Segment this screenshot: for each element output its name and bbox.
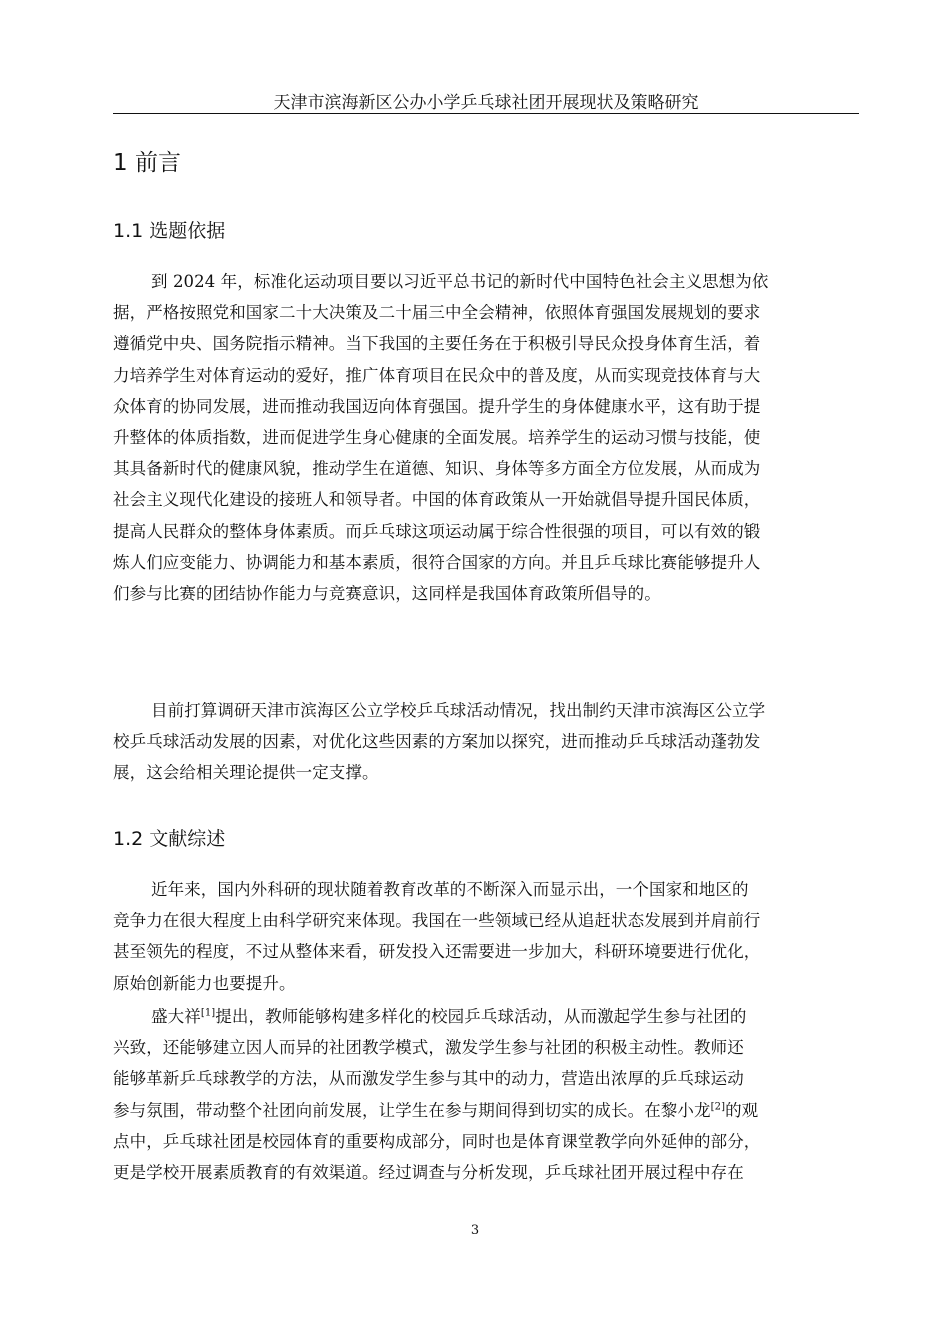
paragraph-line: 据，严格按照党和国家二十大决策及二十届三中全会精神，依照体育强国发展规划的要求 xyxy=(113,303,761,323)
paragraph-line: 社会主义现代化建设的接班人和领导者。中国的体育政策从一开始就倡导提升国民体质， xyxy=(113,490,761,510)
paragraph-line: 升整体的体质指数，进而促进学生身心健康的全面发展。培养学生的运动习惯与技能，使 xyxy=(113,427,761,447)
section-heading: 1 前言 xyxy=(113,150,181,176)
paragraph-line: 原始创新能力也要提升。 xyxy=(113,973,296,993)
paragraph-line: 竞争力在很大程度上由科学研究来体现。我国在一些领域已经从追赶状态发展到并肩前行 xyxy=(113,911,761,931)
paragraph-line: 众体育的协同发展，进而推动我国迈向体育强国。提升学生的身体健康水平，这有助于提 xyxy=(113,396,761,416)
paragraph-line xyxy=(113,1095,859,1126)
paragraph-line: 展，这会给相关理论提供一定支撑。 xyxy=(113,763,379,783)
paragraph-line: 目前打算调研天津市滨海区公立学校乒乓球活动情况，找出制约天津市滨海区公立学 xyxy=(151,701,766,720)
paragraph-line: 们参与比赛的团结协作能力与竞赛意识，这同样是我国体育政策所倡导的。 xyxy=(113,583,661,603)
paragraph-line: 力培养学生对体育运动的爱好，推广体育项目在民众中的普及度，从而实现竞技体育与大 xyxy=(113,365,761,385)
line-text: 参与氛围，带动整个社团向前发展，让学生在参与期间得到切实的成长。在黎小龙 xyxy=(113,1100,711,1120)
paragraph-line: 提高人民群众的整体身体素质。而乒乓球这项运动属于综合性很强的项目，可以有效的锻 xyxy=(113,521,761,541)
paragraph-line: 其具备新时代的健康风貌，推动学生在道德、知识、身体等多方面全方位发展，从而成为 xyxy=(113,459,761,479)
paragraph-line: 甚至领先的程度，不过从整体来看，研发投入还需要进一步加大，科研环境要进行优化， xyxy=(113,942,761,962)
paragraph-line: 遵循党中央、国务院指示精神。当下我国的主要任务在于积极引导民众投身体育生活，着 xyxy=(113,334,761,354)
paragraph-line: 更是学校开展素质教育的有效渠道。经过调查与分析发现，乒乓球社团开展过程中存在 xyxy=(113,1162,744,1182)
line-text: 的观 xyxy=(725,1100,759,1120)
paragraph-line: 校乒乓球活动发展的因素，对优化这些因素的方案加以探究，进而推动乒乓球活动蓬勃发 xyxy=(113,732,761,752)
paragraph-1 xyxy=(113,266,859,609)
paragraph-2 xyxy=(113,695,859,789)
paragraph-3 xyxy=(113,874,859,999)
line-text: 提出，教师能够构建多样化的校园乒乓球活动，从而激起学生参与社团的 xyxy=(215,1007,747,1026)
citation-ref-2[interactable]: [2] xyxy=(710,1101,726,1113)
paragraph-4 xyxy=(113,1001,859,1188)
paragraph-line: 兴致，还能够建立因人而异的社团教学模式，激发学生参与社团的积极主动性。教师还 xyxy=(113,1038,744,1058)
paragraph-line xyxy=(113,1001,859,1032)
paragraph-line: 近年来，国内外科研的现状随着教育改革的不断深入而显示出，一个国家和地区的 xyxy=(151,880,749,899)
author-name: 盛大祥 xyxy=(151,1007,201,1026)
citation-ref-1[interactable]: [1] xyxy=(200,1007,216,1019)
paragraph-line: 到 2024 年，标准化运动项目要以习近平总书记的新时代中国特色社会主义思想为依 xyxy=(151,272,769,291)
page-number: 3 xyxy=(470,1223,480,1238)
paragraph-line: 能够革新乒乓球教学的方法，从而激发学生参与其中的动力，营造出浓厚的乒乓球运动 xyxy=(113,1069,744,1089)
paragraph-line: 炼人们应变能力、协调能力和基本素质，很符合国家的方向。并且乒乓球比赛能够提升人 xyxy=(113,552,761,572)
header-rule xyxy=(113,113,859,114)
paragraph-line: 点中，乒乓球社团是校园体育的重要构成部分，同时也是体育课堂教学向外延伸的部分， xyxy=(113,1131,761,1151)
subsection-heading-1-1: 1.1 选题依据 xyxy=(113,220,226,242)
subsection-heading-1-2: 1.2 文献综述 xyxy=(113,828,226,850)
running-header: 天津市滨海新区公办小学乒乓球社团开展现状及策略研究 xyxy=(273,93,699,113)
